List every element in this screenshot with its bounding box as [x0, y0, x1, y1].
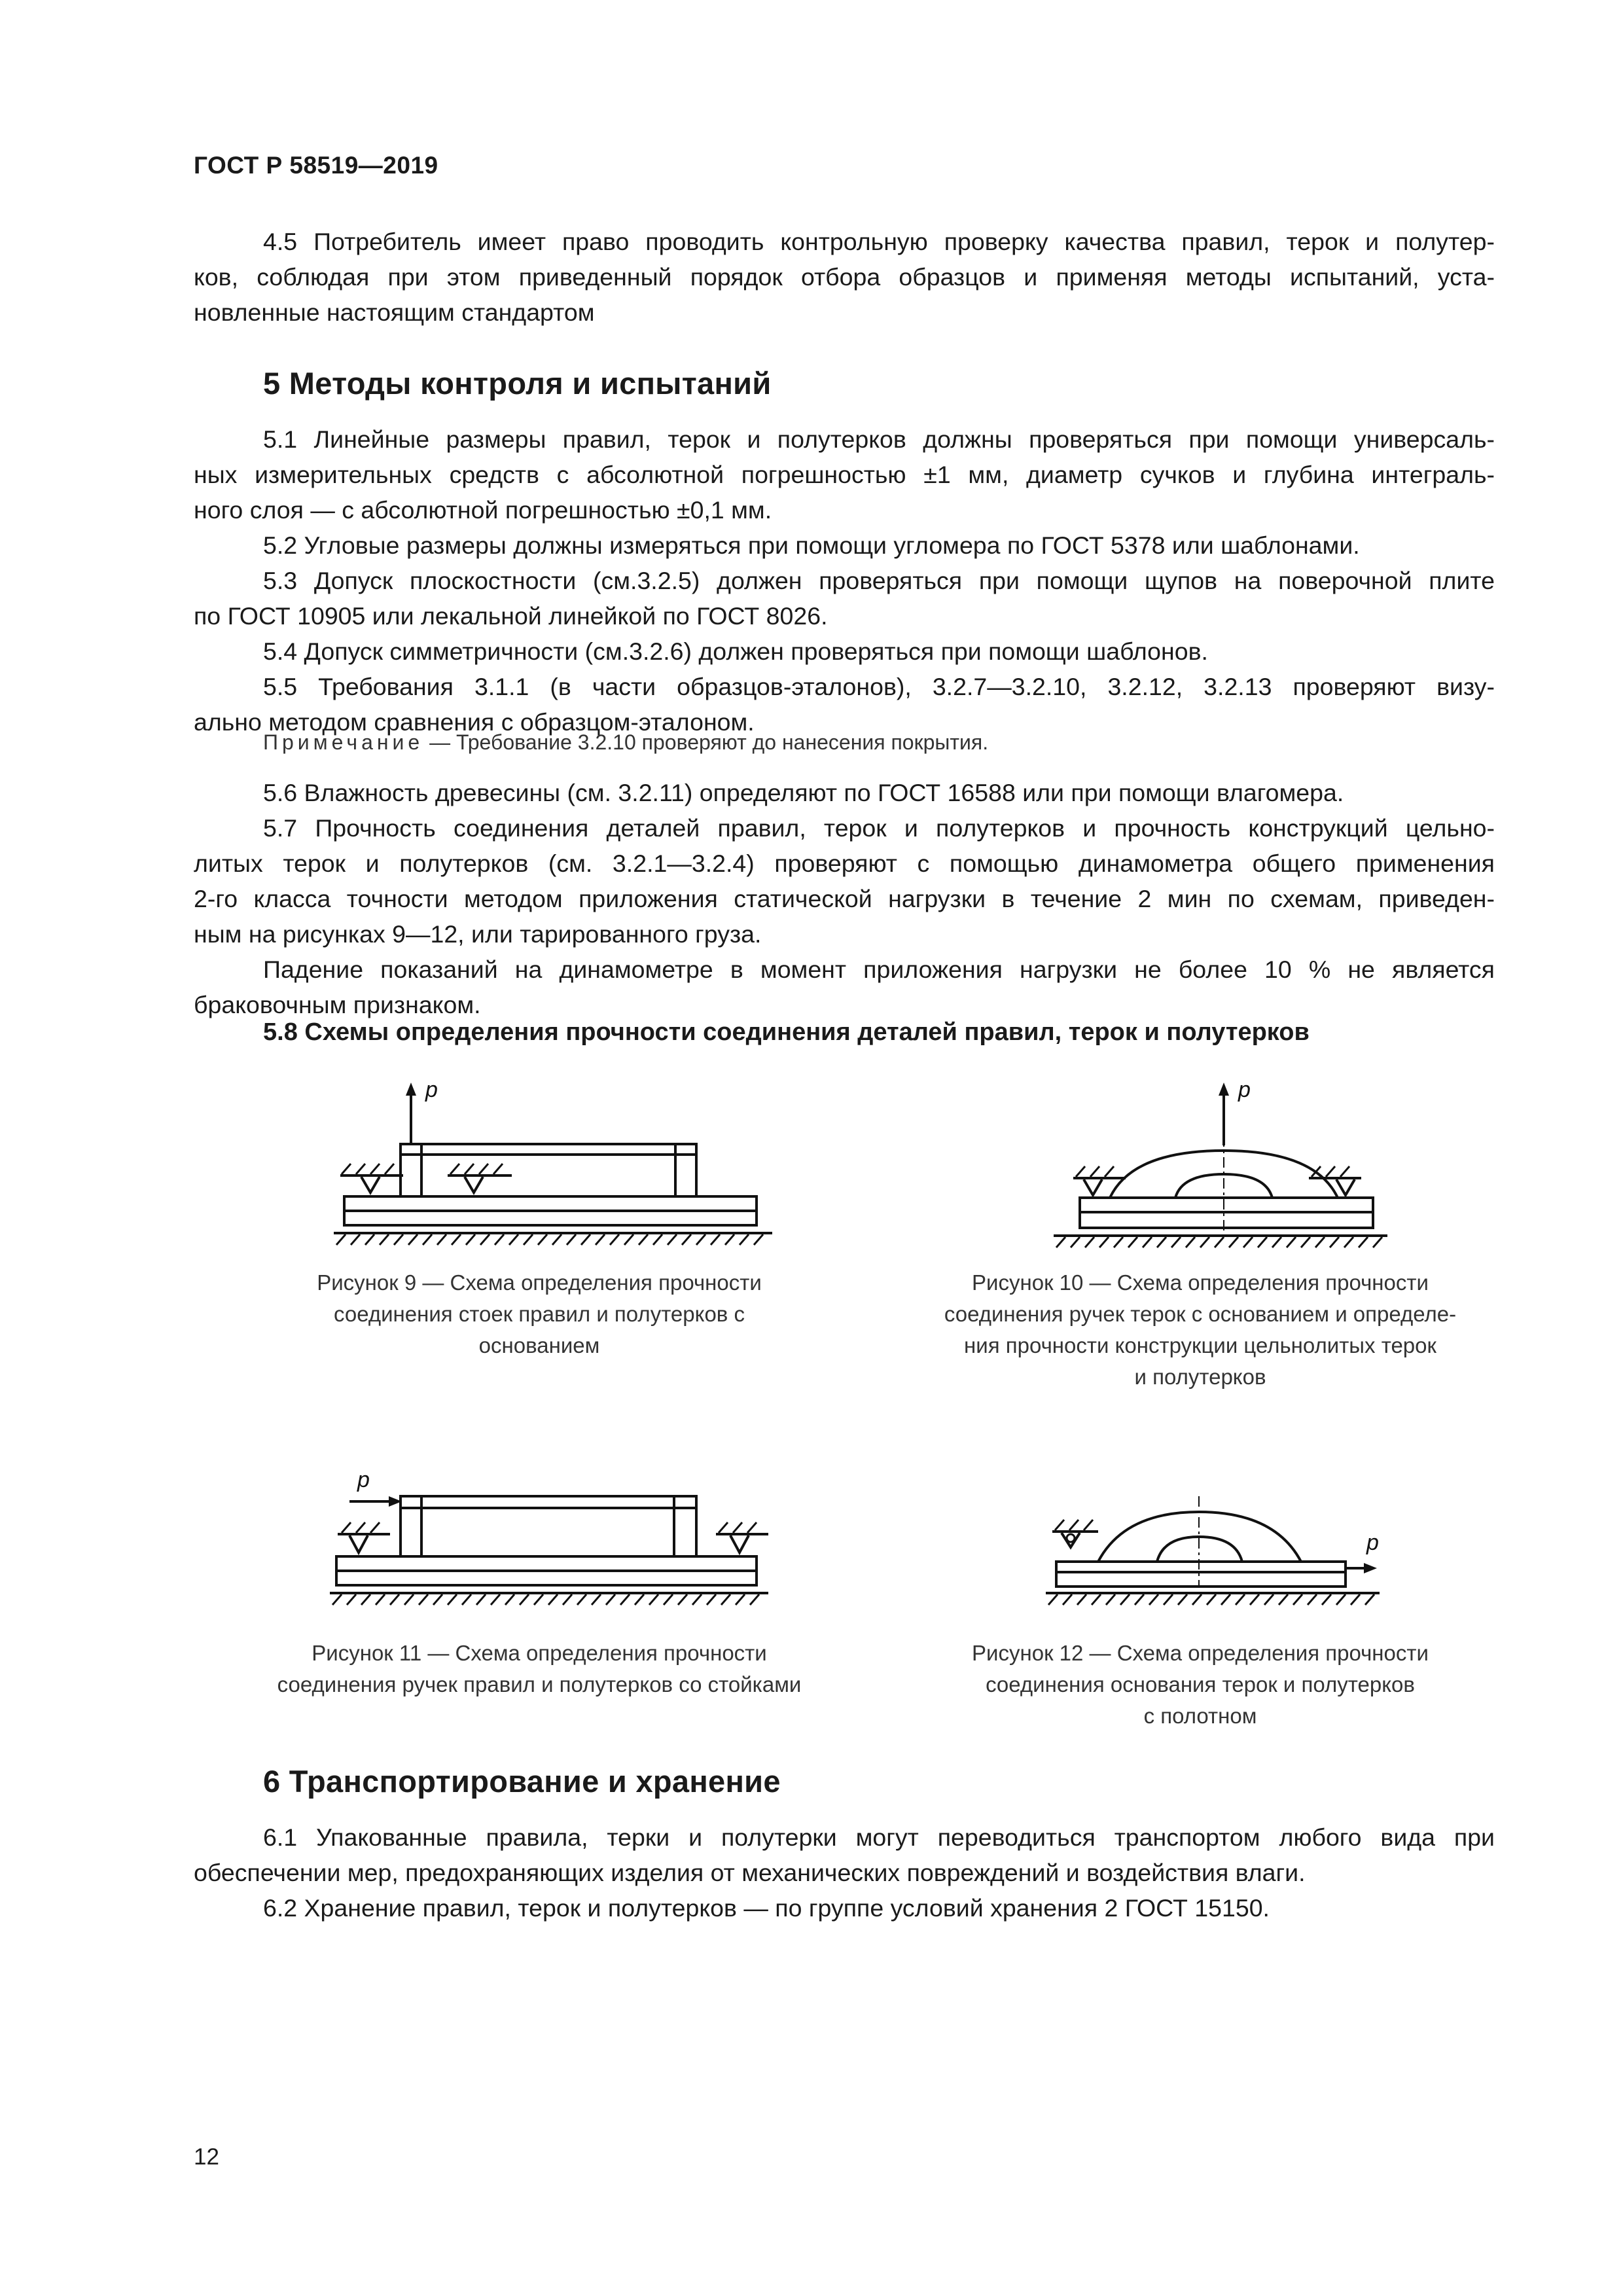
caption-line: соединения ручек правил и полутерков со стойками [277, 1672, 802, 1696]
para-6-2: 6.2 Хранение правил, терок и полутерков — по группе условий хранения 2 ГОСТ 15150. [263, 1894, 1270, 1922]
page-number: 12 [194, 2144, 219, 2170]
para-5-1-line: ного слоя — с абсолютной погрешностью ±0,1 мм. [194, 496, 772, 524]
para-5-7b-line: Падение показаний на динамометре в момент приложения нагрузки не более 10 % не является [263, 956, 1495, 983]
note-text: — Требование 3.2.10 проверяют до нанесения покрытия. [429, 730, 989, 754]
para-5-1-line: 5.1 Линейные размеры правил, терок и полутерков должны проверяться при помощи универсаль- [263, 425, 1495, 453]
note-label: Примечание [263, 730, 424, 754]
para-5-7-line: 5.7 Прочность соединения деталей правил, терок и полутерков и прочность конструкций цельно- [263, 814, 1495, 842]
caption-line: Рисунок 12 — Схема определения прочности [972, 1641, 1429, 1665]
section-5-body [194, 422, 1495, 740]
caption-line: соединения ручек терок с основанием и определе- [944, 1302, 1457, 1326]
section-6-body [194, 1820, 1495, 1926]
caption-line: с полотном [1143, 1704, 1257, 1728]
caption-line: ния прочности конструкции цельнолитых терок [964, 1333, 1436, 1357]
figure-12-caption [906, 1638, 1495, 1732]
para-6-1-line: обеспечении мер, предохраняющих изделия от механических повреждений и воздействия влаги. [194, 1859, 1306, 1886]
para-6-1-line: 6.1 Упакованные правила, терки и полутерки могут переводиться транспортом любого вида при [263, 1823, 1495, 1851]
caption-line: Рисунок 9 — Схема определения прочности [317, 1270, 762, 1295]
caption-line: и полутерков [1134, 1365, 1266, 1389]
para-5-7-line: ным на рисунках 9—12, или тарированного груза. [194, 920, 762, 948]
figure-9-caption [245, 1267, 834, 1361]
note [263, 730, 988, 755]
force-label: p [357, 1467, 370, 1492]
section-5-body-cont [194, 775, 1495, 1022]
section-6-title: 6 Транспортирование и хранение [263, 1764, 781, 1799]
document-header: ГОСТ Р 58519—2019 [194, 152, 438, 179]
figure-11-diagram [323, 1453, 775, 1610]
figure-9-diagram [327, 1073, 772, 1250]
caption-line: основанием [478, 1333, 600, 1357]
para-5-3-line: по ГОСТ 10905 или лекальной линейкой по ГОСТ 8026. [194, 602, 828, 630]
para-5-4: 5.4 Допуск симметричности (см.3.2.6) должен проверяться при помощи шаблонов. [263, 637, 1208, 665]
figure-10-diagram [1047, 1073, 1414, 1250]
para-5-5-line: 5.5 Требования 3.1.1 (в части образцов-эталонов), 3.2.7—3.2.10, 3.2.12, 3.2.13 проверяют визу- [263, 673, 1495, 700]
caption-line: соединения основания терок и полутерков [986, 1672, 1415, 1696]
para-5-5-line: ально методом сравнения с образцом-эталоном. [194, 708, 755, 736]
section-5-title: 5 Методы контроля и испытаний [263, 366, 772, 401]
figure-10-caption [906, 1267, 1495, 1393]
para-5-6: 5.6 Влажность древесины (см. 3.2.11) определяют по ГОСТ 16588 или при помощи влагомера. [263, 779, 1344, 806]
force-label: p [1366, 1530, 1379, 1555]
para-5-2: 5.2 Угловые размеры должны измеряться при помощи угломера по ГОСТ 5378 или шаблонами. [263, 531, 1360, 559]
force-label: p [1238, 1077, 1251, 1102]
para-line: 4.5 Потребитель имеет право проводить контрольную проверку качества правил, терок и полутер- [263, 228, 1495, 255]
figure-12-diagram [1039, 1460, 1406, 1617]
para-5-3-line: 5.3 Допуск плоскостности (см.3.2.5) должен проверяться при помощи щупов на поверочной плите [263, 567, 1495, 594]
para-5-7-line: литых терок и полутерков (см. 3.2.1—3.2.4) проверяют с помощью динамометра общего применения [194, 850, 1495, 877]
subsection-5-8-title: 5.8 Схемы определения прочности соединения деталей правил, терок и полутерков [263, 1018, 1310, 1046]
caption-line: Рисунок 11 — Схема определения прочности [312, 1641, 767, 1665]
para-5-1-line: ных измерительных средств с абсолютной погрешностью ±1 мм, диаметр сучков и глубина интеграль- [194, 461, 1495, 488]
caption-line: соединения стоек правил и полутерков с [334, 1302, 745, 1326]
para-5-7-line: 2-го класса точности методом приложения статической нагрузки в течение 2 мин по схемам, приведен- [194, 885, 1495, 912]
para-line: ков, соблюдая при этом приведенный порядок отбора образцов и применяя методы испытаний, уста- [194, 263, 1495, 291]
paragraph-4-5 [194, 224, 1495, 330]
para-5-7b-line: браковочным признаком. [194, 991, 481, 1018]
force-label: p [425, 1077, 438, 1102]
caption-line: Рисунок 10 — Схема определения прочности [972, 1270, 1429, 1295]
figure-11-caption [245, 1638, 834, 1700]
para-line: новленные настоящим стандартом [194, 298, 595, 326]
